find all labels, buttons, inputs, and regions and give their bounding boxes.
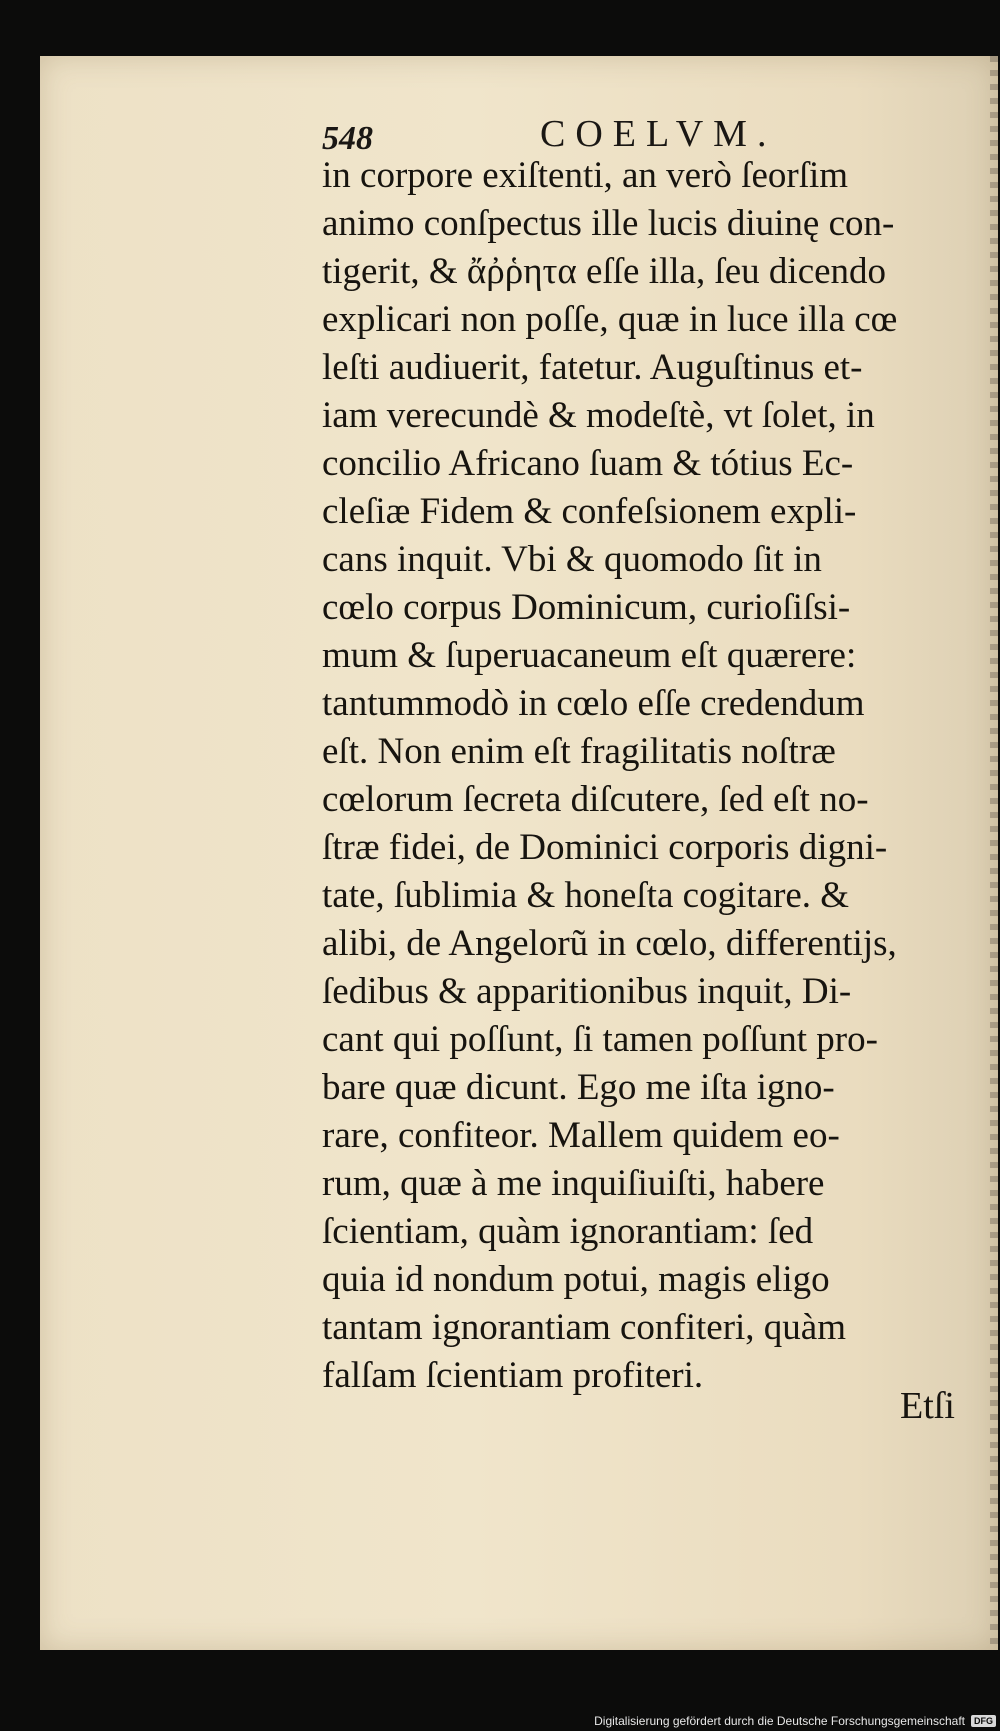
- text-line: in corpore exiſtenti, an verò ſeorſim: [322, 155, 849, 196]
- text-line: cans inquit. Vbi & quomodo ſit in: [322, 539, 822, 580]
- running-head: COELVM.: [540, 113, 777, 155]
- text-line: ſtræ fidei, de Dominici corporis digni-: [322, 827, 888, 868]
- text-line: concilio Africano ſuam & tótius Ec-: [322, 443, 854, 484]
- text-line: animo conſpectus ille lucis diuinę con-: [322, 203, 895, 244]
- text-line: cant qui poſſunt, ſi tamen poſſunt pro-: [322, 1019, 878, 1060]
- text-line: tate, ſublimia & honeſta cogitare. &: [322, 875, 850, 916]
- text-line: cleſiæ Fidem & confeſsionem expli-: [322, 491, 857, 532]
- text-line: leſti audiuerit, fatetur. Auguſtinus et-: [322, 347, 863, 388]
- text-line: tantummodò in cœlo eſſe credendum: [322, 683, 865, 724]
- digitization-footer: [0, 1710, 996, 1731]
- text-line: cœlorum ſecreta diſcutere, ſed eſt no-: [322, 779, 869, 820]
- book-page: [40, 56, 998, 1650]
- text-line: ſedibus & apparitionibus inquit, Di-: [322, 971, 852, 1012]
- body-text: [322, 152, 942, 1400]
- text-line: rum, quæ à me inquiſiuiſti, habere: [322, 1163, 825, 1204]
- text-line: alibi, de Angelorũ in cœlo, differentijs,: [322, 923, 897, 964]
- text-line: iam verecundè & modeſtè, vt ſolet, in: [322, 395, 875, 436]
- dfg-logo-icon: DFG: [971, 1715, 996, 1727]
- text-line: rare, confiteor. Mallem quidem eo-: [322, 1115, 840, 1156]
- text-line: bare quæ dicunt. Ego me iſta igno-: [322, 1067, 835, 1108]
- text-line: tantam ignorantiam confiteri, quàm: [322, 1307, 846, 1348]
- text-line: tigerit, & ἄῤῥητα eſſe illa, ſeu dicendo: [322, 251, 887, 292]
- text-line: falſam ſcientiam profiteri.: [322, 1355, 704, 1396]
- catchword: Etſi: [900, 1385, 955, 1427]
- text-line: quia id nondum potui, magis eligo: [322, 1259, 830, 1300]
- funding-credit: Digitalisierung gefördert durch die Deutsche Forschungsgemeinschaft: [594, 1713, 965, 1728]
- text-line: ſcientiam, quàm ignorantiam: ſed: [322, 1211, 814, 1252]
- page-number: 548: [322, 120, 373, 157]
- text-line: explicari non poſſe, quæ in luce illa cœ: [322, 299, 898, 340]
- text-line: cœlo corpus Dominicum, curioſiſsi-: [322, 587, 851, 628]
- text-line: mum & ſuperuacaneum eſt quærere:: [322, 635, 857, 676]
- text-line: eſt. Non enim eſt fragilitatis noſtræ: [322, 731, 836, 772]
